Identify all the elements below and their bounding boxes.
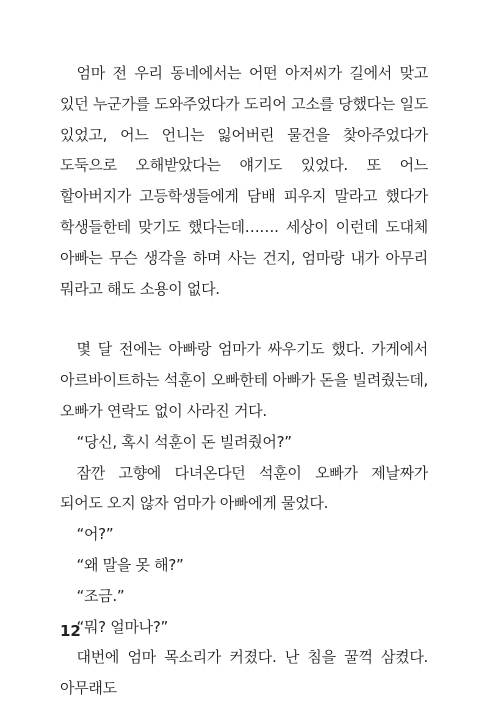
paragraph-parents-fight: 몇 달 전에는 아빠랑 엄마가 싸우기도 했다. 가게에서 아르바이트하는 석훈이 오빠한테 아빠가 돈을 빌려줬는데, 오빠가 연락도 없이 사라진 거다. [60,340,428,420]
section-break [60,304,428,334]
book-page-body [60,58,428,704]
dialogue-line: “당신, 혹시 석훈이 돈 빌려줬어?” [76,432,292,451]
paragraph-narration: 대번에 엄마 목소리가 커졌다. 난 침을 꿀꺽 삼켰다. 아무래도 [60,648,428,698]
paragraph-narration: 잠깐 고향에 다녀온다던 석훈이 오빠가 제날짜가 되어도 오지 않자 엄마가 아빠에게 물었다. [60,463,428,513]
dialogue-line: “왜 말을 못 해?” [76,555,184,574]
paragraph-neighborhood-stories: 엄마 전 우리 동네에서는 어떤 아저씨가 길에서 맞고 있던 누군가를 도와주었다가 도리어 고소를 당했다는 일도 있었고, 어느 언니는 잃어버린 물건을 찾아주었다가 도둑으로 오해받았다는 얘기도 있었다. 또 어느 할아버지가 고등학생들에게 담배 피우지 말라고 했다가 학생들한테 맞기도 했다는데……. 세상이 이런데 도대체 아빠는 무슨 생각을 하며 사는 건지, 엄마랑 내가 아무리 뭐라고 해도 소용이 없다. [60,64,428,298]
dialogue-line: “조금.” [76,586,125,605]
page-number: 12 [60,622,81,640]
dialogue-line: “어?” [76,525,114,544]
dialogue-line: “뭐? 얼마나?” [76,617,168,636]
